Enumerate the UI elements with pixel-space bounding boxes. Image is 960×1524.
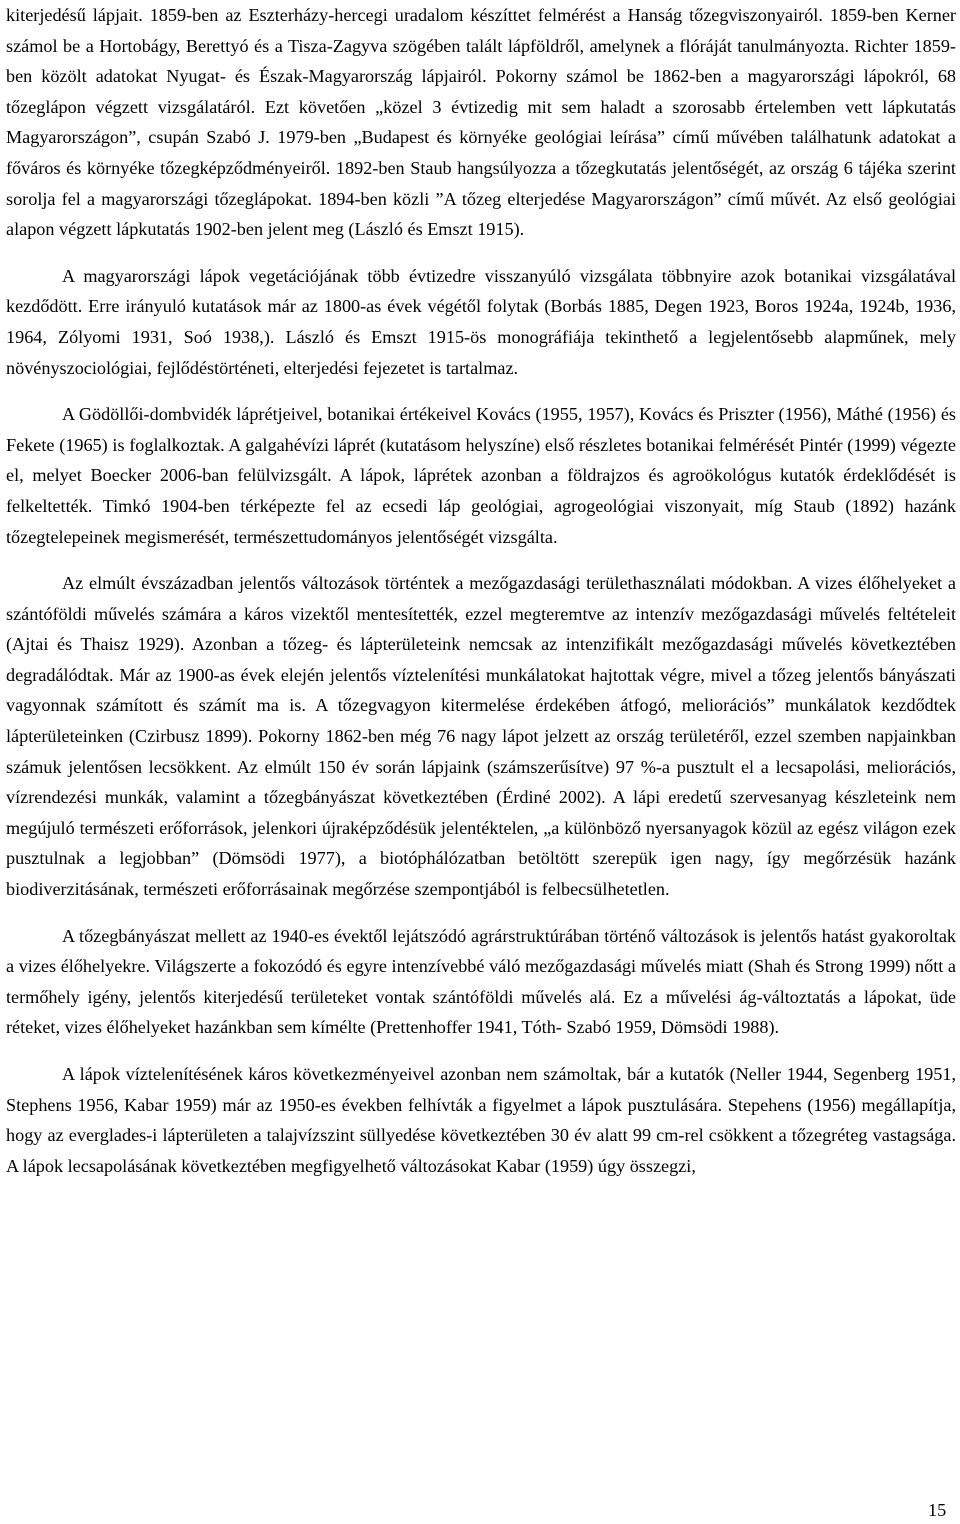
- paragraph-land-use-changes: Az elmúlt évszázadban jelentős változások történtek a mezőgazdasági területhasználati módokban. A vizes élőhelyeket a szántóföldi művelés számára a káros vizektől mentesítették, ezzel megteremtve az intenzív mezőgazdasági művelés feltételeit (Ajtai és Thaisz 1929). Azonban a tőzeg- és lápterületeink nemcsak az intenzifikált mezőgazdasági művelés következtében degradálódtak. Már az 1900-as évek elején jelentős víztelenítési munkálatokat hajtottak végre, mivel a tőzeg jelentős bányászati vagyonnak számított és számít ma is. A tőzegvagyon kitermelése érdekében átfogó, meliorációs” munkálatok kezdődtek lápterületeinken (Czirbusz 1899). Pokorny 1862-ben még 76 nagy lápot jelzett az ország területéről, ezzel szemben napjainkban számuk jelentősen lecsökkent. Az elmúlt 150 év során lápjaink (számszerűsítve) 97 %-a pusztult el a lecsapolási, meliorációs, vízrendezési munkák, valamint a tőzegbányászat következtében (Érdiné 2002). A lápi eredetű szervesanyag készleteink nem megújuló természeti erőforrások, jelenkori újraképződésük jelentéktelen, „a különböző nyersanyagok közül az egész világon ezek pusztulnak a legjobban” (Dömsödi 1977), a biotóphálózatban betöltött szerepük igen nagy, így megőrzésük hazánk biodiverzitásának, természeti erőforrásainak megőrzése szempontjából is felbecsülhetetlen.: [6, 573, 956, 900]
- document-body: [6, 0, 956, 1181]
- paragraph-drainage-consequences: A lápok víztelenítésének káros következményeivel azonban nem számoltak, bár a kutatók (Neller 1944, Segenberg 1951, Stephens 1956, Kabar 1959) már az 1950-es években felhívták a figyelmet a lápok pusztulására. Stepehens (1956) megállapítja, hogy az everglades-i lápterületen a talajvízszint süllyedése következtében 30 év alatt 99 cm-rel csökkent a tőzegréteg vastagsága. A lápok lecsapolásának következtében megfigyelhető változásokat Kabar (1959) úgy összegzi,: [6, 1064, 956, 1176]
- paragraph-agrarian-structure-changes: A tőzegbányászat mellett az 1940-es évektől lejátszódó agrárstruktúrában történő változások is jelentős hatást gyakoroltak a vizes élőhelyekre. Világszerte a fokozódó és egyre intenzívebbé váló mezőgazdasági művelés miatt (Shah és Strong 1999) nőtt a termőhely igény, jelentős kiterjedésű területeket vontak szántóföldi művelés alá. Ez a művelési ág-változtatás a lápokat, üde réteket, vizes élőhelyeket hazánkban sem kímélte (Prettenhoffer 1941, Tóth- Szabó 1959, Dömsödi 1988).: [6, 925, 956, 1038]
- paragraph-botanical-research: A magyarországi lápok vegetációjának több évtizedre visszanyúló vizsgálata többnyire azok botanikai vizsgálatával kezdődött. Erre irányuló kutatások már az 1800-as évek végétől folytak (Borbás 1885, Degen 1923, Boros 1924a, 1924b, 1936, 1964, Zólyomi 1931, Soó 1938,). László és Emszt 1915-ös monográfiája tekinthető a legjelentősebb alapműnek, mely növényszociológiai, fejlődéstörténeti, elterjedési fejezetet is tartalmaz.: [6, 265, 956, 378]
- page-number: 15: [928, 1500, 947, 1520]
- paragraph-historical-peat-surveys: kiterjedésű lápjait. 1859-ben az Eszterházy-hercegi uradalom készíttet felmérést a Hanság tőzegviszonyairól. 1859-ben Kerner számol be a Hortobágy, Berettyó és a Tisza-Zagyva szögében talált lápföldről, amelynek a flóráját tanulmányozta. Richter 1859-ben közölt adatokat Nyugat- és Észak-Magyarország lápjairól. Pokorny számol be 1862-ben a magyarországi lápokról, 68 tőzeglápon végzett vizsgálatáról. Ezt követően „közel 3 évtizedig mit sem haladt a szorosabb értelemben vett lápkutatás Magyarországon”, csupán Szabó J. 1979-ben „Budapest és környéke geológiai leírása” című művében találhatunk adatokat a főváros és környéke tőzegképződményeiről. 1892-ben Staub hangsúlyozza a tőzegkutatás jelentőségét, az ország 6 tájéka szerint sorolja fel a magyarországi tőzeglápokat. 1894-ben közli ”A tőzeg elterjedése Magyarországon” című művét. Az első geológiai alapon végzett lápkutatás 1902-ben jelent meg (László és Emszt 1915).: [6, 5, 956, 240]
- paragraph-godollo-hills-research: A Gödöllői-dombvidék láprétjeivel, botanikai értékeivel Kovács (1955, 1957), Kovács és Priszter (1956), Máthé (1956) és Fekete (1965) is foglalkoztak. A galgahévízi láprét (kutatásom helyszíne) első részletes botanikai felmérését Pintér (1999) végezte el, melyet Boecker 2006-ban felülvizsgált. A lápok, láprétek azonban a földrajzos és agroökológus kutatók érdeklődését is felkeltették. Timkó 1904-ben térképezte fel az ecsedi láp geológiai, agrogeológiai viszonyait, míg Staub (1892) hazánk tőzegtelepeinek megismerését, természettudományos jelentőségét vizsgálta.: [6, 404, 956, 547]
